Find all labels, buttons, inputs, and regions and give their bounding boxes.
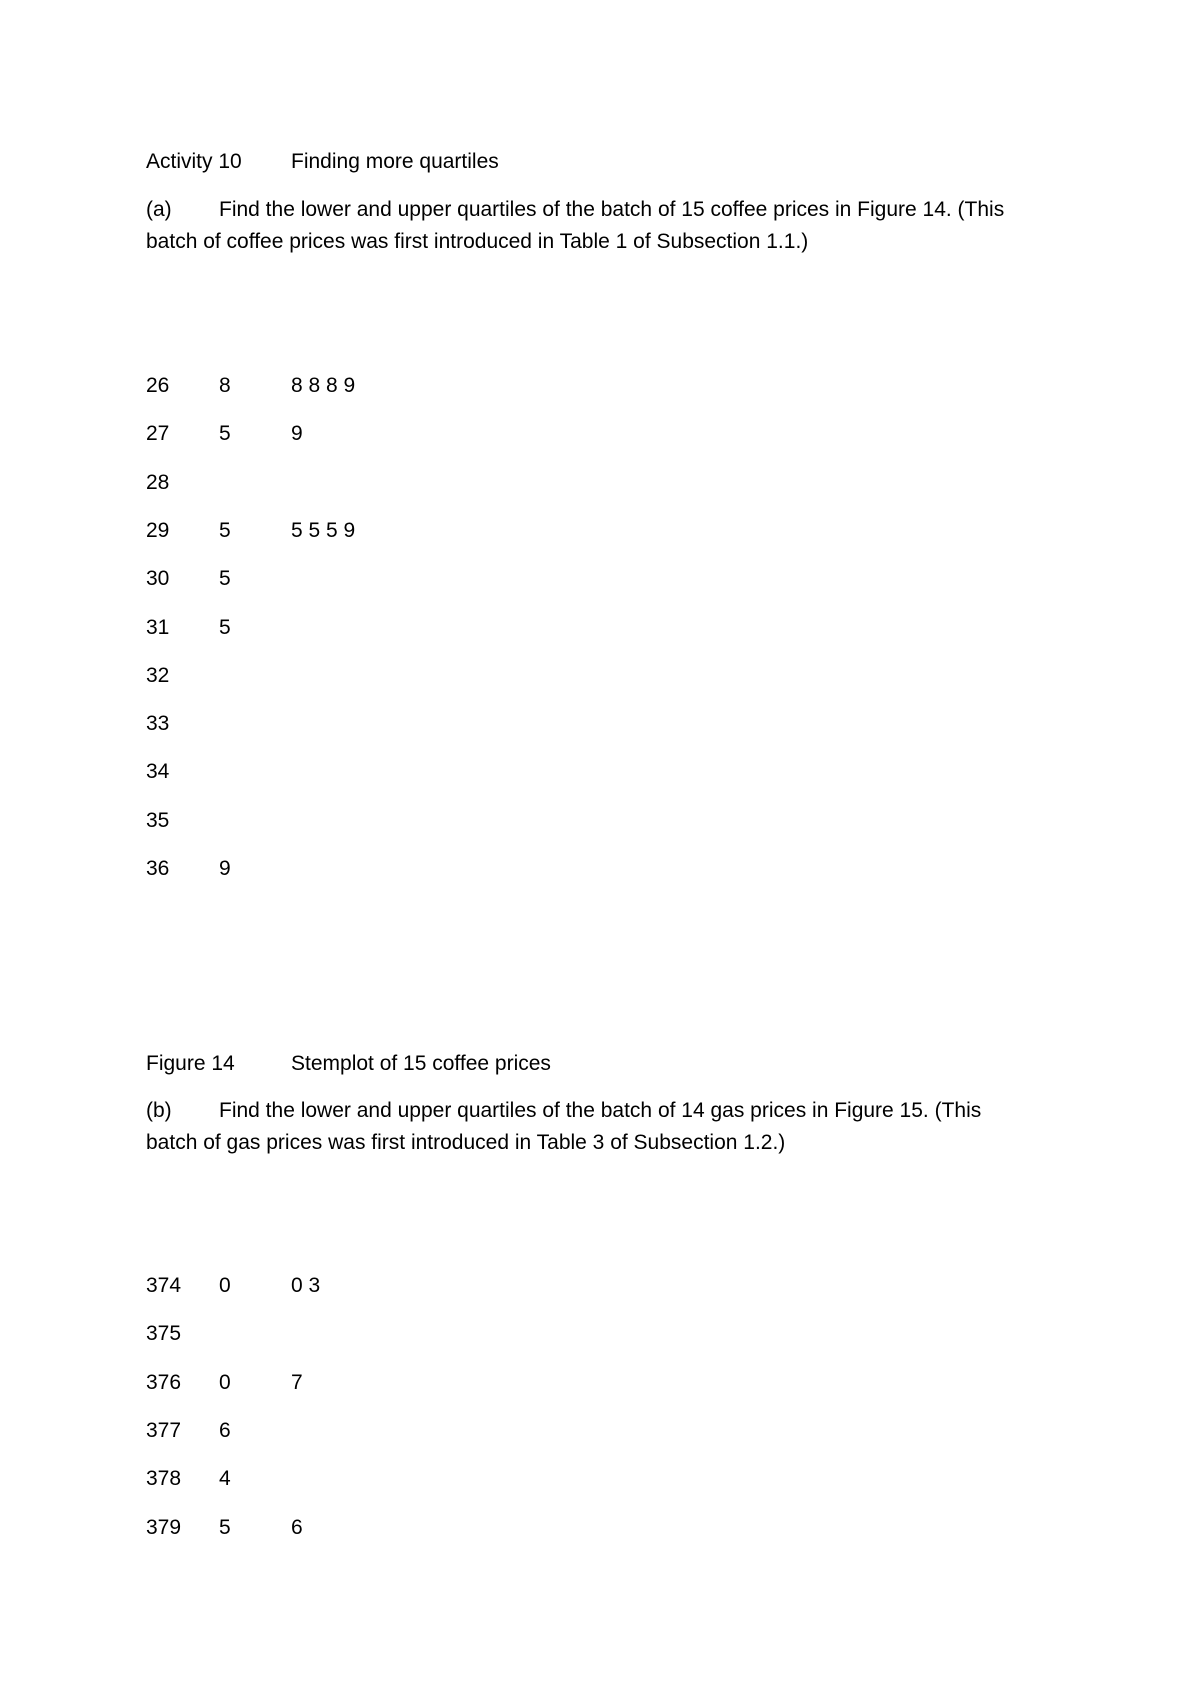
stem-value: 377 <box>146 1418 182 1442</box>
stem-value: 376 <box>146 1370 182 1394</box>
stemplot-row <box>146 662 546 690</box>
leaf-values: 6 <box>219 1418 231 1442</box>
leaf-values: 0 <box>219 1274 231 1297</box>
activity-title: Finding more quartiles <box>291 150 499 173</box>
stem-value: 26 <box>146 374 170 397</box>
leaf-values: 7 <box>291 1370 303 1394</box>
stemplot-row <box>146 807 546 835</box>
stem-value: 36 <box>146 857 170 880</box>
part-b-question <box>146 1095 1066 1159</box>
stem-value: 29 <box>146 518 170 542</box>
leaf-values: 9 <box>219 857 231 880</box>
stemplot-row <box>146 855 546 883</box>
stem-value: 33 <box>146 712 170 736</box>
part-b-line1: Find the lower and upper quartiles of the batch of 14 gas prices in Figure 15. (This <box>219 1099 982 1122</box>
stemplot-row <box>146 1320 546 1348</box>
part-a-question <box>146 194 1066 258</box>
activity-label: Activity 10 <box>146 150 242 173</box>
stem-value: 34 <box>146 760 170 784</box>
stemplot-row <box>146 420 546 448</box>
figure14-caption: Stemplot of 15 coffee prices <box>291 1052 551 1075</box>
leaf-values: 9 <box>291 422 303 446</box>
stem-value: 31 <box>146 615 170 639</box>
stem-value: 27 <box>146 422 170 446</box>
part-b-label: (b) <box>146 1099 172 1122</box>
stemplot-row <box>146 372 546 400</box>
stem-value: 32 <box>146 663 170 687</box>
part-a-line1: Find the lower and upper quartiles of the batch of 15 coffee prices in Figure 14. (This <box>219 198 1005 221</box>
stem-value: 378 <box>146 1467 182 1491</box>
leaf-values: 5 <box>219 567 231 591</box>
stemplot-row <box>146 517 546 545</box>
leaf-values: 5 <box>219 518 231 542</box>
stemplot-row <box>146 1514 546 1542</box>
part-a-line2: batch of coffee prices was first introduced in Table 1 of Subsection 1.1.) <box>146 230 809 253</box>
stemplot-row <box>146 1417 546 1445</box>
part-b-line2: batch of gas prices was first introduced in Table 3 of Subsection 1.2.) <box>146 1131 786 1154</box>
leaf-values: 6 <box>291 1515 303 1539</box>
stem-value: 30 <box>146 567 170 591</box>
stemplot-row <box>146 710 546 738</box>
leaf-values: 5 <box>219 615 231 639</box>
stemplot-row <box>146 565 546 593</box>
stemplot-row <box>146 1272 546 1300</box>
stem-value: 35 <box>146 808 170 832</box>
stem-value: 375 <box>146 1322 182 1346</box>
figure14-label: Figure 14 <box>146 1052 235 1075</box>
leaf-values: 5 5 5 9 <box>291 518 356 542</box>
stemplot-row <box>146 1369 546 1397</box>
stemplot-row <box>146 758 546 786</box>
part-a-label: (a) <box>146 198 172 221</box>
leaf-values: 0 <box>219 1370 231 1394</box>
stemplot-row <box>146 1465 546 1493</box>
leaf-values: 8 8 8 9 <box>291 374 356 397</box>
leaf-values: 8 <box>219 374 231 397</box>
stem-value: 379 <box>146 1515 182 1539</box>
stem-value: 28 <box>146 470 170 494</box>
leaf-values: 4 <box>219 1467 231 1491</box>
leaf-values: 5 <box>219 422 231 446</box>
stemplot-row <box>146 469 546 497</box>
leaf-values: 0 3 <box>291 1274 321 1297</box>
leaf-values: 5 <box>219 1515 231 1539</box>
stemplot-row <box>146 614 546 642</box>
stem-value: 374 <box>146 1274 182 1297</box>
